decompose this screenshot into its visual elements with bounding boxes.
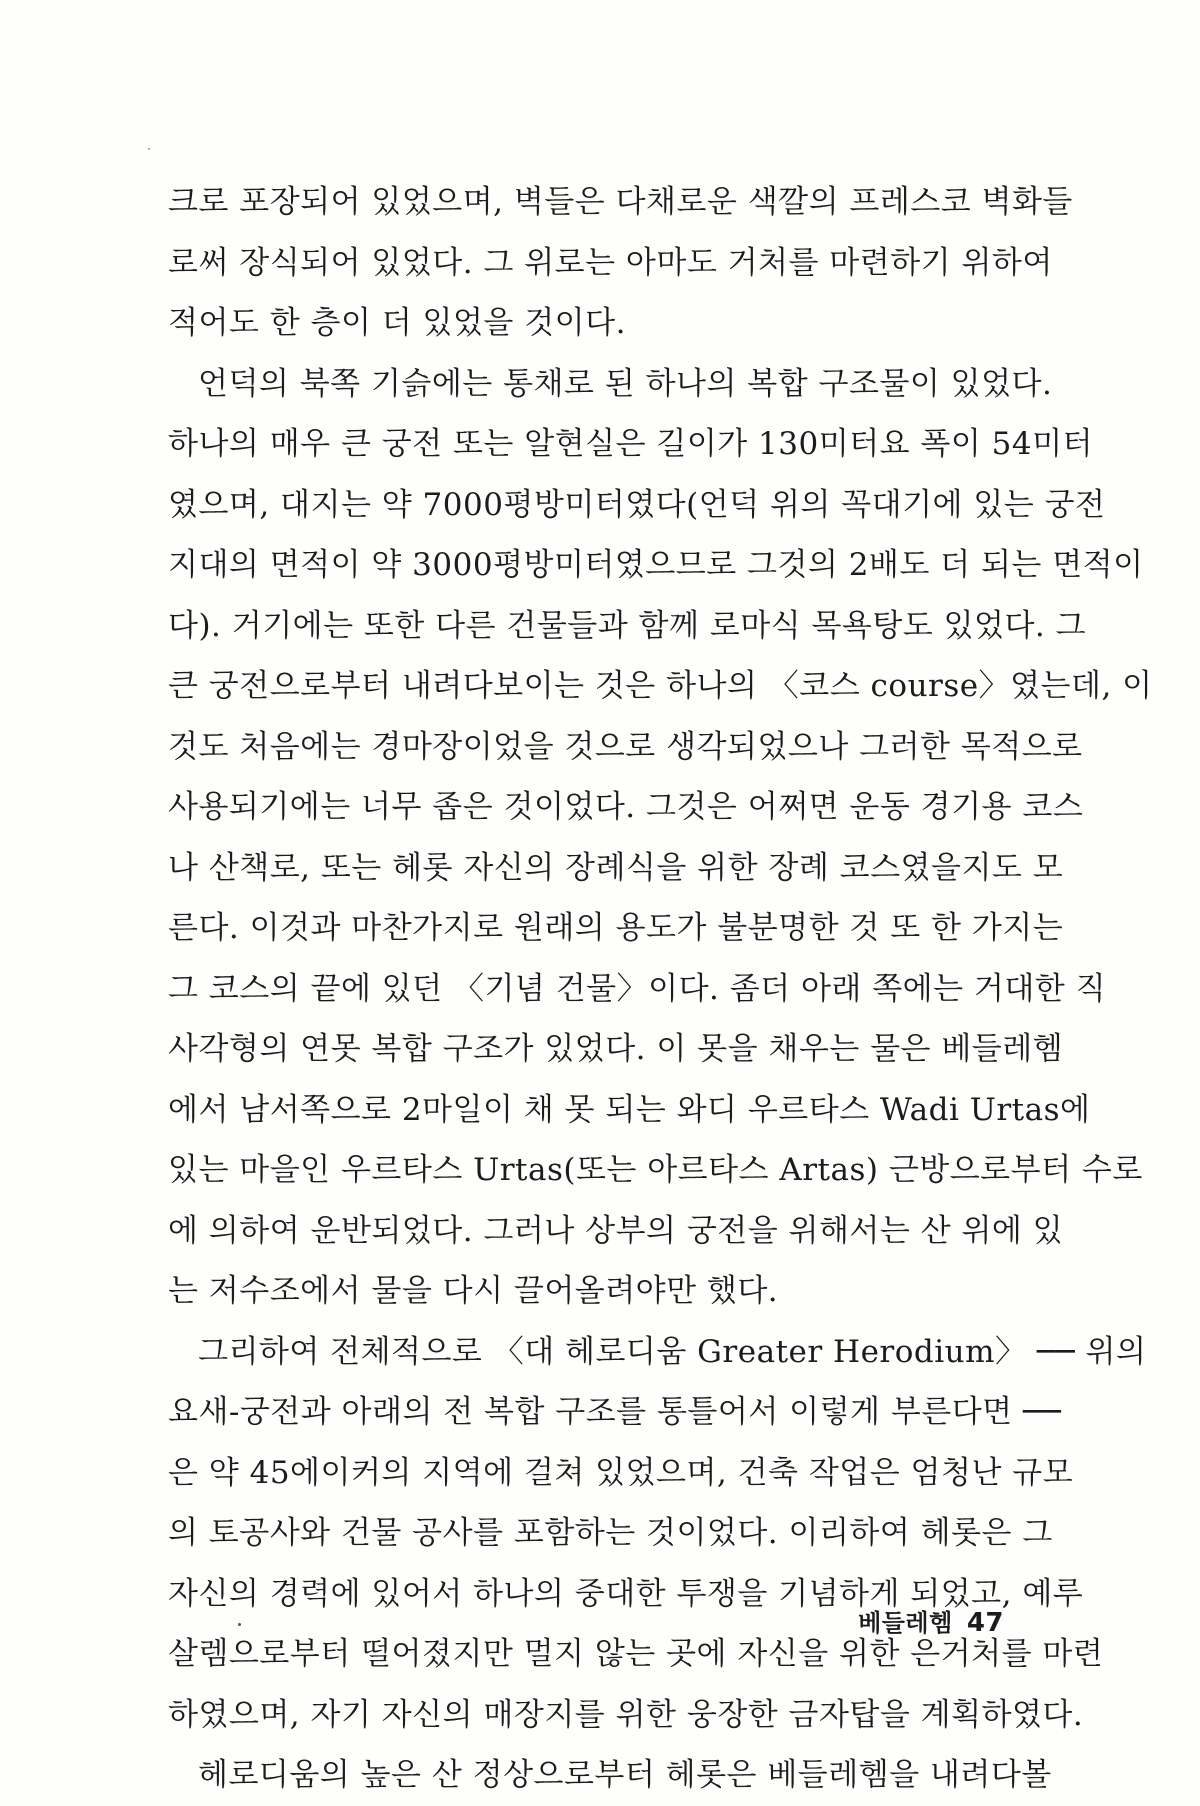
text-line: 은 약 45에이커의 지역에 걸쳐 있었으며, 건축 작업은 엄청난 규모 xyxy=(168,1454,1074,1491)
text-line: 있는 마을인 우르타스 Urtas(또는 아르타스 Artas) 근방으로부터 수로 xyxy=(168,1152,1143,1188)
text-line: 의 토공사와 건물 공사를 포함하는 것이었다. 이리하여 헤롯은 그 xyxy=(168,1515,1053,1551)
body-text xyxy=(168,172,1153,1806)
text-line: 에 의하여 운반되었다. 그러나 상부의 궁전을 위해서는 산 위에 있 xyxy=(168,1212,1064,1249)
text-line: 큰 궁전으로부터 내려다보이는 것은 하나의 〈코스 course〉였는데, 이 xyxy=(168,668,1153,704)
text-line: 른다. 이것과 마찬가지로 원래의 용도가 불분명한 것 또 한 가지는 xyxy=(168,910,1064,946)
text-line: 크로 포장되어 있었으며, 벽들은 다채로운 색깔의 프레스코 벽화들 xyxy=(168,184,1073,220)
text-line: 적어도 한 층이 더 있었을 것이다. xyxy=(168,305,626,341)
paragraph-first-line: 헤로디움의 높은 산 정상으로부터 헤롯은 베들레헴을 내려다볼 xyxy=(198,1757,1052,1793)
text-line: 사각형의 연못 복합 구조가 있었다. 이 못을 채우는 물은 베들레헴 xyxy=(168,1031,1064,1067)
paragraph-first-line: 그리하여 전체적으로 〈대 헤로디움 Greater Herodium〉 ── 위의 xyxy=(198,1333,1147,1370)
text-line: 에서 남서쪽으로 2마일이 채 못 되는 와디 우르타스 Wadi Urtas에 xyxy=(168,1091,1091,1128)
text-line: 다). 거기에는 또한 다른 건물들과 함께 로마식 목욕탕도 있었다. 그 xyxy=(168,607,1087,644)
scan-speck xyxy=(148,148,150,150)
text-line: 로써 장식되어 있었다. 그 위로는 아마도 거처를 마련하기 위하여 xyxy=(168,244,1053,281)
page-number: 47 xyxy=(966,1608,1004,1638)
paragraph-first-line: 언덕의 북쪽 기슭에는 통채로 된 하나의 복합 구조물이 있었다. xyxy=(198,365,1053,402)
scan-speck xyxy=(238,1623,241,1626)
text-line: 였으며, 대지는 약 7000평방미터였다(언덕 위의 꼭대기에 있는 궁전 xyxy=(168,486,1106,523)
text-line: 하였으며, 자기 자신의 매장지를 위한 웅장한 금자탑을 계획하였다. xyxy=(168,1696,1084,1733)
running-title: 베들레헴 xyxy=(858,1609,953,1637)
text-line: 자신의 경력에 있어서 하나의 중대한 투쟁을 기념하게 되었고, 예루 xyxy=(168,1575,1084,1612)
text-line: 것도 처음에는 경마장이었을 것으로 생각되었으나 그러한 목적으로 xyxy=(168,728,1083,765)
text-line: 나 산책로, 또는 헤롯 자신의 장례식을 위한 장례 코스였을지도 모 xyxy=(168,849,1064,886)
text-line: 하나의 매우 큰 궁전 또는 알현실은 길이가 130미터요 폭이 54미터 xyxy=(168,426,1094,462)
text-line: 지대의 면적이 약 3000평방미터였으므로 그것의 2배도 더 되는 면적이 xyxy=(168,547,1144,583)
text-line: 사용되기에는 너무 좁은 것이었다. 그것은 어쩌면 운동 경기용 코스 xyxy=(168,789,1084,825)
page-footer xyxy=(858,1603,1004,1638)
text-line: 는 저수조에서 물을 다시 끌어올려야만 했다. xyxy=(168,1273,779,1309)
text-line: 요새-궁전과 아래의 전 복합 구조를 통틀어서 이렇게 부른다면 ── xyxy=(168,1394,1062,1430)
text-line: 그 코스의 끝에 있던 〈기념 건물〉이다. 좀더 아래 쪽에는 거대한 직 xyxy=(168,970,1107,1007)
text-line: 살렘으로부터 떨어졌지만 멀지 않는 곳에 자신을 위한 은거처를 마련 xyxy=(168,1636,1104,1672)
